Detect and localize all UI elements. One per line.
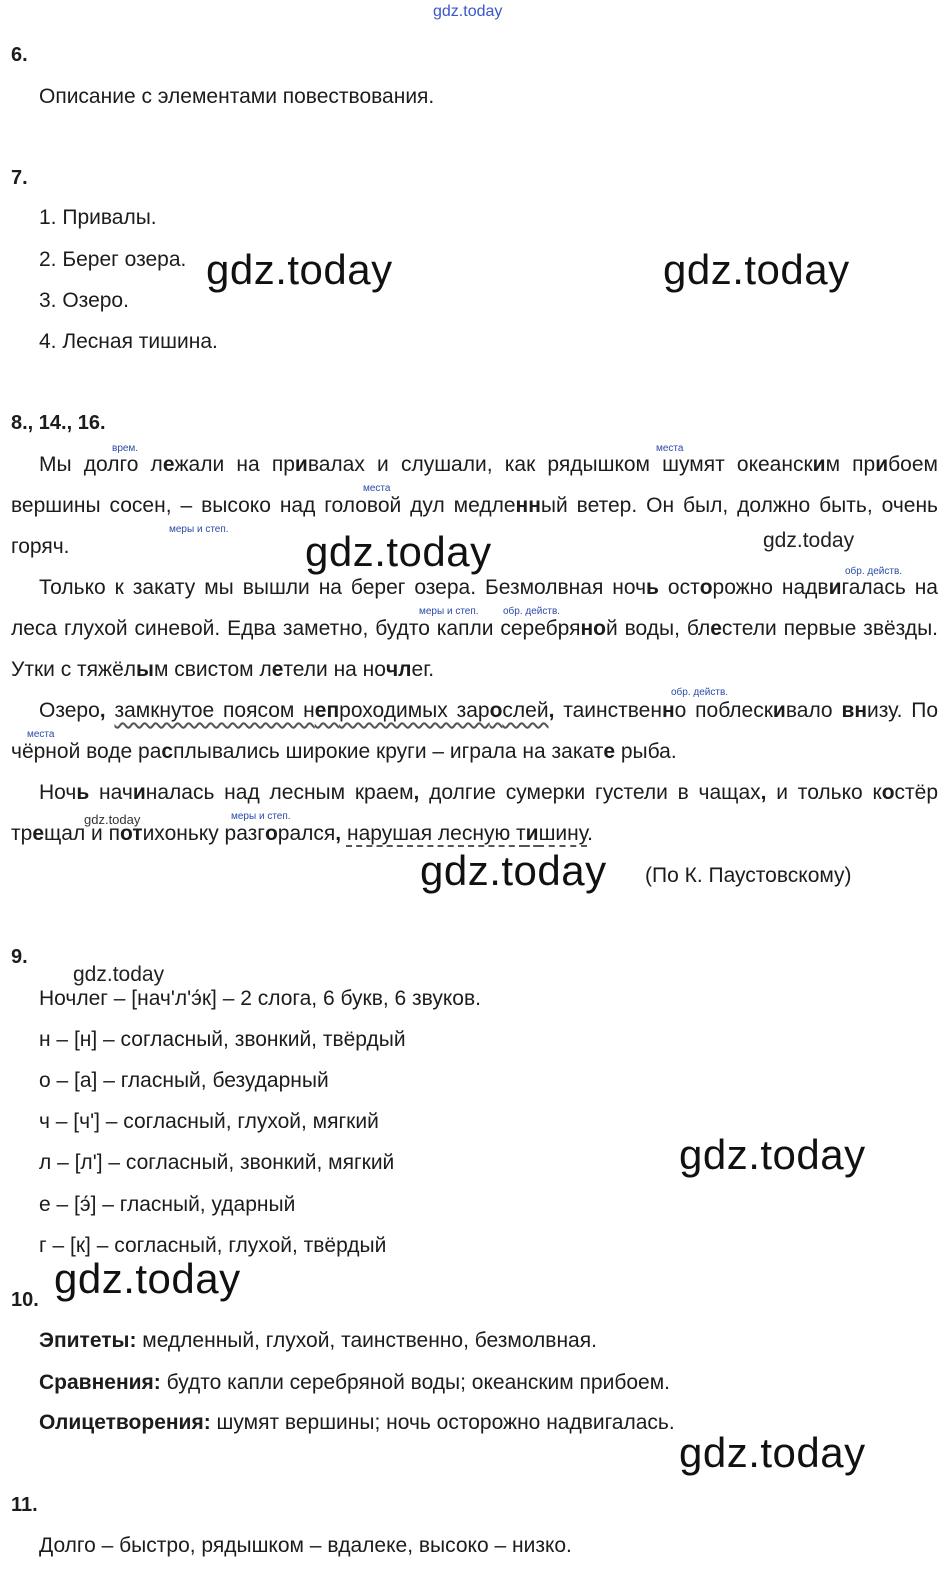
watermark-top: gdz.today — [433, 3, 503, 20]
annotation-manner-1: обр. действ. — [845, 566, 903, 577]
watermark: gdz.today — [305, 528, 492, 575]
watermark: gdz.today — [84, 812, 141, 827]
watermark: gdz.today — [206, 246, 393, 293]
text-paragraph-2: Только к закату мы вышли на берег озера. Безмолвная ночь осторожно надвигалась на леса глухой синевой. Едва заметно, будто капли серебряной воды, блестели первые звёзды. Утки с тяжёлым свистом летели на ночлег. — [11, 576, 938, 681]
plan-item-1: 1. Привалы. — [39, 206, 157, 229]
section-8-number: 8., 14., 16. — [11, 412, 106, 434]
section-10-number: 10. — [11, 1289, 39, 1311]
section-6-number: 6. — [11, 44, 28, 66]
comparisons-line: Сравнения: будто капли серебряной воды; океанским прибоем. — [39, 1371, 670, 1394]
plan-item-4: 4. Лесная тишина. — [39, 330, 218, 353]
plan-item-3: 3. Озеро. — [39, 289, 129, 312]
watermark: gdz.today — [679, 1131, 866, 1178]
antonyms-line: Долго – быстро, рядышком – вдалеке, высоко – низко. — [39, 1534, 572, 1557]
annotation-place-3: места — [27, 729, 55, 740]
text-paragraph-1: Мы долго лежали на привалах и слушали, как рядышком шумят океанским прибоем вершины сосен, – высоко над головой дул медленный ветер. Он был, должно быть, очень горяч. — [11, 453, 939, 558]
annotation-time: врем. — [112, 443, 139, 454]
sound-analysis-o: о – [а] – гласный, безударный — [39, 1069, 329, 1092]
sound-analysis-n: н – [н] – согласный, звонкий, твёрдый — [39, 1028, 406, 1051]
participial-phrase: замкнутое поясом непроходимых зарослей — [114, 699, 549, 722]
sound-analysis-l: л – [л'] – согласный, звонкий, мягкий — [39, 1151, 395, 1174]
annotation-place-1: места — [656, 443, 684, 454]
adverbial-participle-phrase: нарушая лесную тишину — [346, 822, 588, 845]
sound-analysis-e: е – [э́] – гласный, ударный — [39, 1193, 296, 1216]
annotation-measure-1: меры и степ. — [169, 524, 229, 535]
section-11-number: 11. — [11, 1494, 38, 1516]
annotation-measure-3: меры и степ. — [231, 811, 291, 822]
text-paragraph-3: Озеро, замкнутое поясом непроходимых зарослей, таинственно поблескивало внизу. По чёрной воде расплывались широкие круги – играла на закате рыба. — [11, 699, 939, 763]
watermark: gdz.today — [663, 246, 850, 293]
watermark: gdz.today — [73, 963, 165, 986]
watermark: gdz.today — [763, 529, 855, 552]
text-paragraph-4: Ночь начиналась над лесным краем, долгие сумерки густели в чащах, и только костёр трещал и потихоньку разгорался, нарушая лесную тишину. — [11, 781, 938, 845]
watermark: gdz.today — [420, 847, 607, 894]
watermark: gdz.today — [679, 1429, 866, 1476]
section-7-number: 7. — [11, 167, 28, 189]
sound-analysis-g: г – [к] – согласный, глухой, твёрдый — [39, 1234, 387, 1257]
plan-item-2: 2. Берег озера. — [39, 248, 187, 271]
epithets-line: Эпитеты: медленный, глухой, таинственно, безмолвная. — [39, 1329, 597, 1352]
section-9-number: 9. — [11, 946, 28, 968]
text-source: (По К. Паустовскому) — [645, 864, 852, 887]
personification-line: Олицетворения: шумят вершины; ночь осторожно надвигалась. — [39, 1411, 675, 1434]
section-6-text: Описание с элементами повествования. — [39, 85, 435, 108]
annotation-place-2: места — [363, 483, 391, 494]
annotation-manner-2: обр. действ. — [503, 606, 561, 617]
watermark: gdz.today — [54, 1255, 241, 1302]
sound-analysis-ch: ч – [ч'] – согласный, глухой, мягкий — [39, 1110, 379, 1133]
annotation-manner-3: обр. действ. — [671, 687, 729, 698]
annotation-measure-2: меры и степ. — [419, 606, 479, 617]
word-analysis-heading: Ночлег – [нач'л'э́к] – 2 слога, 6 букв, 6 звуков. — [39, 987, 481, 1010]
